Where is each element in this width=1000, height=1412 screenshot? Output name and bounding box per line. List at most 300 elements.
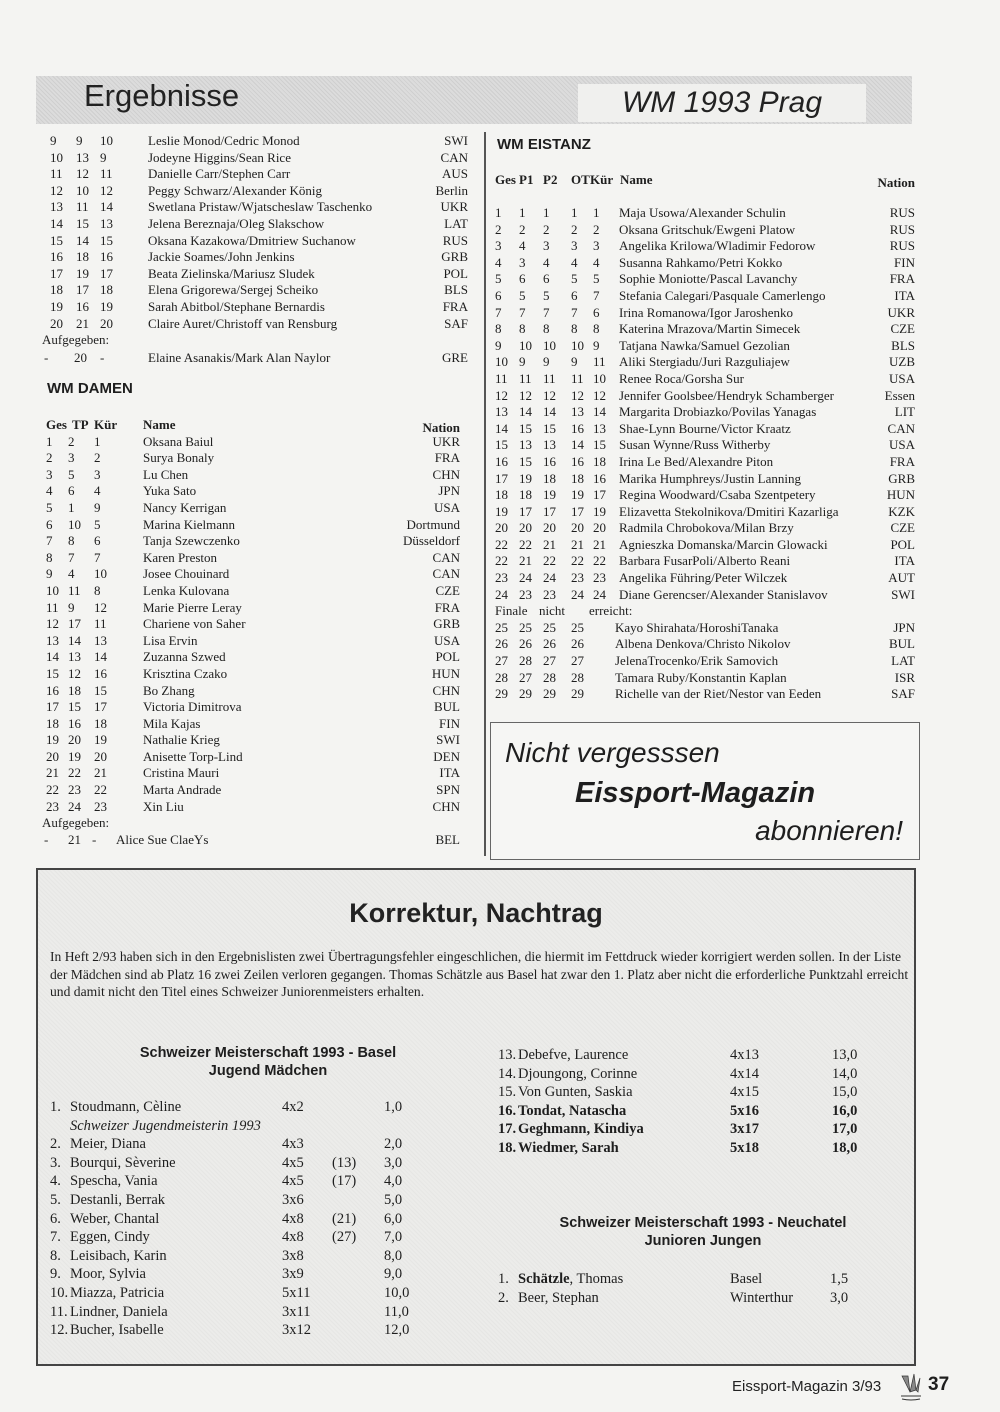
rank-total: 10 [495, 354, 508, 370]
rank-p2: 25 [543, 619, 556, 635]
nation: UKR [432, 433, 460, 449]
table-row [44, 349, 468, 367]
rank-total: 7 [46, 533, 53, 549]
table-row [46, 832, 460, 849]
rank-ot: 12 [571, 387, 584, 403]
nation: BUL [434, 699, 460, 715]
rank-ot: 25 [571, 619, 584, 635]
header-nation: Nation [877, 175, 915, 190]
rank-tp: 13 [68, 649, 81, 665]
rank-total: 23 [46, 798, 59, 814]
rank-free: - [100, 349, 105, 365]
rank-total: 22 [46, 782, 59, 798]
table-row [46, 782, 460, 799]
pairs-results-table [42, 133, 468, 366]
rank-free: 9 [94, 499, 101, 515]
rank-total: 12 [46, 616, 59, 632]
pair-name: Claire Auret/Christoff van Rensburg [148, 315, 338, 331]
skater-name: Krisztina Czako [143, 665, 228, 681]
rank-ot: 6 [571, 287, 578, 303]
rank-free: 15 [593, 437, 606, 453]
nation: SAF [891, 686, 915, 702]
table-row [46, 649, 460, 666]
rank-free: 5 [94, 516, 101, 532]
name: Leisibach, Karin [70, 1247, 167, 1264]
rank-total: 10 [46, 582, 59, 598]
rank-total: 3 [495, 238, 502, 254]
rank-free: 17 [94, 699, 107, 715]
rank: 7. [50, 1229, 61, 1246]
couple-name: Radmila Chrobokova/Milan Brzy [619, 520, 794, 536]
rank-free: 13 [593, 420, 606, 436]
rank-p1: 10 [519, 337, 532, 353]
table-row [495, 454, 915, 471]
neuchatel-title [518, 1214, 888, 1250]
rank-total: 16 [50, 249, 63, 265]
rank-sp: 19 [76, 265, 89, 281]
table-row [498, 1083, 898, 1102]
skater-name: Mila Kajas [143, 715, 201, 731]
rank-tp: 17 [68, 616, 81, 632]
couple-name: Tamara Ruby/Konstantin Kaplan [615, 669, 787, 685]
rank-total: 18 [495, 487, 508, 503]
rank-tp: 21 [68, 831, 81, 847]
name: Eggen, Cindy [70, 1229, 150, 1246]
rank-p2: 3 [543, 238, 550, 254]
score: 6,0 [384, 1210, 403, 1227]
nation: CZE [890, 321, 915, 337]
nation: FRA [434, 450, 460, 466]
pair-name: Elena Grigorewa/Sergej Scheiko [148, 282, 319, 298]
rank: 16. [498, 1102, 517, 1119]
skater-name: Cristina Mauri [143, 765, 220, 781]
rank-tp: 8 [68, 533, 75, 549]
rank-p1: 26 [519, 636, 532, 652]
table-row [495, 686, 915, 703]
rank-total: 2 [495, 221, 502, 237]
nation: UKR [887, 304, 915, 320]
nation: FIN [439, 715, 460, 731]
skater-name: Marina Kielmann [143, 516, 236, 532]
table-row [46, 683, 460, 700]
rank-tp: 12 [68, 665, 81, 681]
skater-name: Surya Bonaly [143, 450, 215, 466]
name: Stoudmann, Cèline [70, 1099, 182, 1115]
rank-ot: 3 [571, 238, 578, 254]
rank-total: 18 [46, 715, 59, 731]
rank-free: 13 [100, 215, 113, 231]
table-row [50, 1247, 450, 1266]
header-nation: Nation [422, 420, 460, 435]
nation: POL [890, 536, 915, 552]
mark: 4x5 [282, 1154, 304, 1171]
nation: UZB [889, 354, 915, 370]
rank-ot: 18 [571, 470, 584, 486]
table-row [495, 338, 915, 355]
rank-p1: 24 [519, 570, 532, 586]
table-row [495, 305, 915, 322]
rank-ot: 9 [571, 354, 578, 370]
rank-total: 13 [495, 404, 508, 420]
rank-free: 17 [100, 265, 113, 281]
rank-total: 8 [46, 549, 53, 565]
city: Winterthur [730, 1289, 794, 1306]
nation: LAT [444, 215, 468, 231]
basel-title-line-1: Schweizer Meisterschaft 1993 - Basel [139, 1045, 397, 1061]
rank-free: 18 [100, 282, 113, 298]
rank-p1: 15 [519, 420, 532, 436]
rank-p1: 28 [519, 653, 532, 669]
rank-free: 5 [593, 271, 600, 287]
rank-free: 20 [94, 748, 107, 764]
name: Weber, Chantal [70, 1210, 160, 1227]
skater-name: Marta Andrade [143, 782, 222, 798]
rank-free: 6 [593, 304, 600, 320]
rank-ot: 14 [571, 437, 584, 453]
rank-p1: 7 [519, 304, 526, 320]
rank-ot: 4 [571, 254, 578, 270]
mark: 4x3 [282, 1136, 304, 1153]
rank-total: 20 [50, 315, 63, 331]
rank-ot: 27 [571, 653, 584, 669]
city: Basel [730, 1271, 763, 1287]
score: 16,0 [832, 1102, 858, 1119]
table-row [46, 749, 460, 766]
nation: CAN [440, 149, 468, 165]
rank-p1: 20 [519, 520, 532, 536]
rank-p2: 24 [543, 570, 556, 586]
couple-name: Richelle van der Riet/Nestor van Eeden [615, 686, 822, 702]
table-row [498, 1139, 898, 1158]
rank-ot: 20 [571, 520, 584, 536]
score: 8,0 [384, 1247, 403, 1264]
rank-p2: 5 [543, 287, 550, 303]
table-row [46, 500, 460, 517]
rank: 2. [498, 1289, 509, 1306]
rank-p2: 14 [543, 404, 556, 420]
rank-total: 20 [46, 748, 59, 764]
rank-total: 4 [495, 254, 502, 270]
table-row [50, 1210, 450, 1229]
rank-total: 21 [46, 765, 59, 781]
table-row [495, 354, 915, 371]
rank-p2: 27 [543, 653, 556, 669]
nation: CAN [432, 549, 460, 565]
skater-name: Xin Liu [143, 798, 184, 814]
name: Tondat, Natascha [518, 1102, 627, 1119]
rank-ot: 21 [571, 536, 584, 552]
skater-name: Yuka Sato [143, 483, 197, 499]
rank-total: - [44, 349, 49, 365]
table-row [50, 1284, 450, 1303]
nation: POL [443, 265, 468, 281]
rank-total: 11 [46, 599, 59, 615]
rank-p2: 21 [543, 536, 556, 552]
couple-name: Aliki Stergiadu/Juri Razguliajew [619, 354, 790, 370]
rank-free: 18 [593, 453, 606, 469]
nation: RUS [889, 205, 915, 220]
rank-free: 12 [94, 599, 107, 615]
table-row [46, 583, 460, 600]
header-kur: Kür [590, 172, 614, 187]
rank-total: 12 [495, 387, 508, 403]
damen-results-table [42, 417, 460, 848]
nation: BLS [444, 282, 468, 298]
rank-tp: 14 [68, 632, 81, 648]
table-row [498, 1289, 898, 1308]
nation: GRB [888, 470, 915, 486]
damen-title: WM DAMEN [47, 380, 133, 397]
rank-free: 10 [100, 133, 113, 148]
skater-name: Karen Preston [143, 549, 218, 565]
rank-free: 22 [593, 553, 606, 569]
nation: HUN [431, 665, 460, 681]
rank-free: 19 [593, 503, 606, 519]
table-row [48, 266, 468, 283]
table-row [46, 517, 460, 534]
couple-name: Barbara FusarPoli/Alberto Reani [619, 553, 791, 569]
rank-tp: 7 [68, 549, 75, 565]
rank-free: 16 [100, 249, 113, 265]
rank-p1: 15 [519, 453, 532, 469]
rank-total: 17 [46, 699, 59, 715]
nation: SWI [444, 133, 468, 148]
champion-note [50, 1117, 450, 1136]
rank-p1: 4 [519, 238, 526, 254]
nation: RUS [889, 221, 915, 237]
nation: USA [888, 437, 915, 453]
rank-total: 6 [46, 516, 53, 532]
skater-name: Nathalie Krieg [143, 732, 220, 748]
rank-p2: 20 [543, 520, 556, 536]
table-row [46, 434, 460, 451]
name: Schätzle, Thomas [518, 1271, 624, 1287]
rank-sp: 14 [76, 232, 89, 248]
table-row [495, 388, 915, 405]
rank-free: 11 [94, 616, 107, 632]
rank-tp: 5 [68, 466, 75, 482]
table-row [495, 205, 915, 222]
header-name: Name [620, 172, 653, 187]
rank-tp: 19 [68, 748, 81, 764]
pair-name: Beata Zielinska/Mariusz Sludek [148, 265, 315, 281]
rank-tp: 3 [68, 450, 75, 466]
table-row [50, 1191, 450, 1210]
rank-total: 26 [495, 636, 508, 652]
table-row [498, 1270, 898, 1289]
score: 13,0 [832, 1047, 858, 1063]
rank-ot: 8 [571, 321, 578, 337]
withdrawn-label [42, 815, 460, 832]
cell: nicht [539, 603, 565, 619]
rank-total: 13 [50, 199, 63, 215]
header-p1: P1 [519, 172, 534, 187]
ad-line-2: Eissport-Magazin [575, 777, 816, 809]
rank-p1: 14 [519, 404, 532, 420]
header-ges: Ges [46, 417, 67, 432]
rank-free: 21 [94, 765, 107, 781]
rank-total: 25 [495, 619, 508, 635]
header-kur: Kür [94, 417, 118, 432]
mark: 5x16 [730, 1102, 759, 1119]
mark: 3x8 [282, 1247, 304, 1264]
nation: Berlin [435, 182, 468, 198]
nation: AUS [441, 166, 468, 182]
header-p2: P2 [543, 172, 558, 187]
rank-p2: 1 [543, 205, 550, 220]
table-row [495, 321, 915, 338]
pair-name: Jodeyne Higgins/Sean Rice [148, 149, 291, 165]
couple-name: Sophie Moniotte/Pascal Lavanchy [619, 271, 798, 287]
rank-sp: 11 [76, 199, 89, 215]
couple-name: Kayo Shirahata/HoroshiTanaka [615, 619, 779, 635]
rank-p1: 23 [519, 586, 532, 602]
rank-free: 6 [94, 533, 101, 549]
nation: SAF [444, 315, 468, 331]
nation: GRE [442, 349, 468, 365]
rank-total: 15 [46, 665, 59, 681]
rank-free: 2 [94, 450, 101, 466]
rank: 11. [50, 1303, 68, 1320]
skate-logo-icon [898, 1372, 924, 1402]
rank-free: 18 [94, 715, 107, 731]
rank-total: 20 [495, 520, 508, 536]
table-row [48, 299, 468, 316]
skater-name: Victoria Dimitrova [143, 699, 242, 715]
couple-name: Albena Denkova/Christo Nikolov [615, 636, 791, 652]
rank-ot: 22 [571, 553, 584, 569]
table-row [50, 1228, 450, 1247]
name: Moor, Sylvia [70, 1266, 146, 1283]
nation: Düsseldorf [402, 533, 460, 549]
table-row [495, 271, 915, 288]
couple-name: JelenaTrocenko/Erik Samovich [615, 653, 779, 669]
table-row [48, 150, 468, 167]
couple-name: Marika Humphreys/Justin Lanning [619, 470, 801, 486]
neuchatel-title-line-2: Junioren Jungen [644, 1233, 762, 1249]
score: 15,0 [832, 1084, 858, 1101]
rank-free: 21 [593, 536, 606, 552]
nation: CZE [890, 520, 915, 536]
champion-note-text: Schweizer Jugendmeisterin 1993 [70, 1117, 261, 1134]
nation: FRA [434, 599, 460, 615]
event-title: WM 1993 Prag [621, 86, 823, 119]
basel-results-left [50, 1098, 450, 1340]
couple-name: Susanna Rahkamo/Petri Kokko [619, 254, 783, 270]
skater-name: Zuzanna Szwed [143, 649, 226, 665]
table-row [46, 716, 460, 733]
rank-free: 1 [593, 205, 600, 220]
pair-name: Jelena Bereznaja/Oleg Slakschow [148, 215, 325, 231]
rank-ot: 11 [571, 370, 584, 386]
score: 4,0 [384, 1173, 403, 1190]
rank-p2: 29 [543, 686, 556, 702]
rank-total: 10 [50, 149, 63, 165]
rank-free: 1 [94, 433, 101, 449]
rank-sp: 16 [76, 298, 89, 314]
rank-p2: 4 [543, 254, 550, 270]
table-row [495, 404, 915, 421]
nation: UKR [440, 199, 468, 215]
rank-tp: 6 [68, 483, 75, 499]
rank: 15. [498, 1084, 517, 1101]
table-row [495, 670, 915, 687]
skater-name: Lisa Ervin [143, 632, 198, 648]
correction-title: Korrektur, Nachtrag [349, 898, 603, 928]
cell: erreicht: [589, 603, 633, 619]
surname: Beer [518, 1289, 545, 1306]
rank-ot: 1 [571, 205, 578, 220]
nation: USA [888, 370, 915, 386]
rank-total: 14 [50, 215, 63, 231]
name: Debefve, Laurence [518, 1047, 629, 1063]
rank-tp: 1 [68, 499, 75, 515]
rank-p2: 28 [543, 669, 556, 685]
rank-sp: 13 [76, 149, 89, 165]
nation: KZK [888, 503, 915, 519]
nation: RUS [442, 232, 468, 248]
rank-total: 6 [495, 287, 502, 303]
rank-total: 28 [495, 669, 508, 685]
rank-total: 19 [46, 732, 59, 748]
pair-name: Peggy Schwarz/Alexander König [148, 182, 323, 198]
table-row [495, 437, 915, 454]
cell: Aufgegeben: [42, 815, 110, 831]
rank-sp: 10 [76, 182, 89, 198]
rank-total: 14 [495, 420, 508, 436]
couple-name: Stefania Calegari/Pasquale Camerlengo [619, 287, 826, 303]
table-row [46, 467, 460, 484]
nation: BUL [889, 636, 915, 652]
rank-p2: 15 [543, 420, 556, 436]
rank-p2: 2 [543, 221, 550, 237]
mark: 4x8 [282, 1229, 304, 1246]
rank-free: 24 [593, 586, 606, 602]
pair-name: Jackie Soames/John Jenkins [148, 249, 295, 265]
rank-free: 14 [100, 199, 113, 215]
nation: BEL [435, 831, 460, 847]
mark: 5x18 [730, 1139, 759, 1156]
table-row [46, 533, 460, 550]
neuchatel-title-line-1: Schweizer Meisterschaft 1993 - Neuchatel [559, 1215, 847, 1231]
table-row [495, 471, 915, 488]
rank: 18. [498, 1139, 517, 1156]
tiebreak: (27) [332, 1229, 357, 1246]
neuchatel-results [498, 1270, 898, 1307]
rank: 5. [50, 1191, 61, 1208]
nation: SWI [436, 732, 460, 748]
rank-total: 4 [46, 483, 53, 499]
rank-p1: 21 [519, 553, 532, 569]
mark: 3x11 [282, 1303, 311, 1320]
rank-free: 4 [94, 483, 101, 499]
nation: FRA [889, 453, 915, 469]
rank-p1: 18 [519, 487, 532, 503]
table-row [495, 238, 915, 255]
rank-sp: 17 [76, 282, 89, 298]
name: Lindner, Daniela [70, 1303, 168, 1320]
nation: DEN [433, 748, 460, 764]
table-row [495, 487, 915, 504]
couple-name: Angelika Führing/Peter Wilczek [619, 570, 788, 586]
tiebreak: (21) [332, 1210, 357, 1227]
rank-total: 17 [495, 470, 508, 486]
rank-p1: 8 [519, 321, 526, 337]
table-row [495, 653, 915, 670]
rank-free: 16 [593, 470, 606, 486]
mark: 4x13 [730, 1047, 759, 1063]
rank-tp: 18 [68, 682, 81, 698]
